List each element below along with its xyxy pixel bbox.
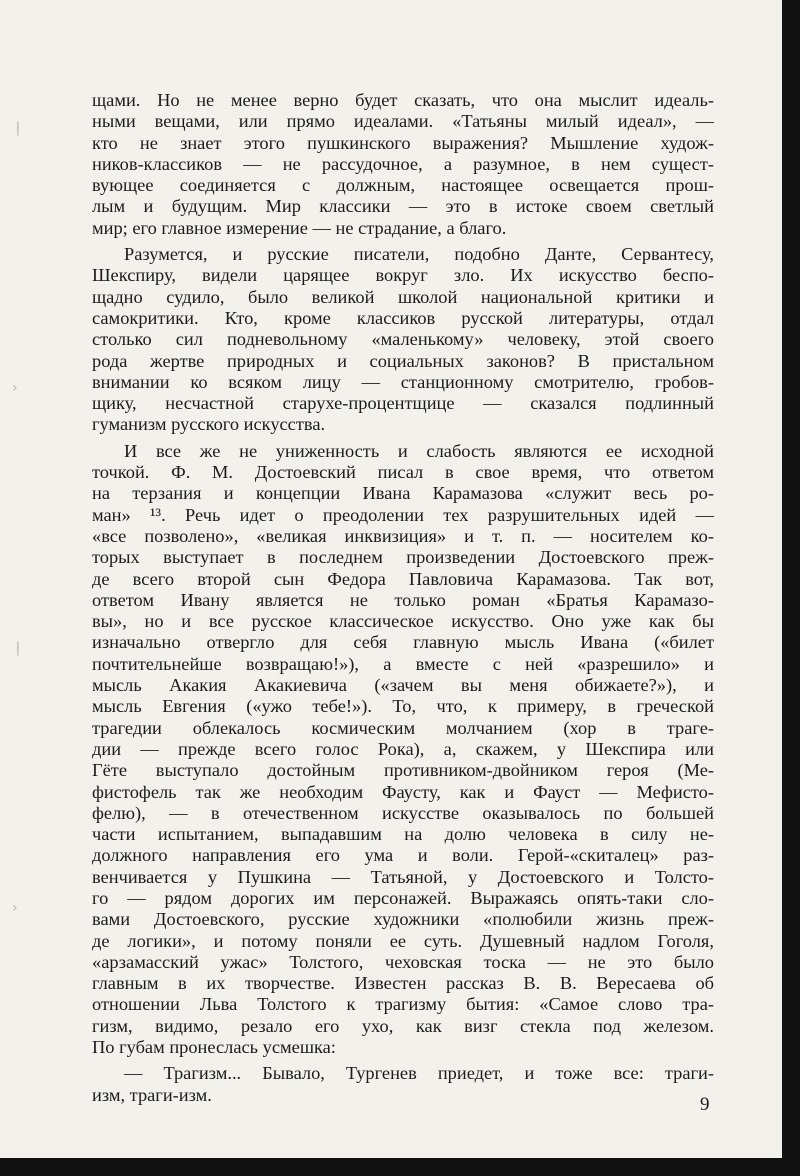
text-line: части испытанием, выпадавшим на долю человека в силу не-	[92, 824, 714, 845]
text-line: мир; его главное измерение — не страдание, а благо.	[92, 217, 507, 238]
text-line: почтительнейше возвращаю!»), а вместе с ней «разрешило» и	[92, 653, 714, 674]
text-line: ответом Ивану является не только роман «Братья Карамазо-	[92, 589, 714, 610]
text-line: Шекспиру, видели царящее вокруг зло. Их искусство беспо-	[92, 265, 714, 286]
text-line: торых выступает в последнем произведении Достоевского преж-	[92, 547, 714, 568]
text-line: го — рядом дорогих им персонажей. Выражаясь опять-таки сло-	[92, 887, 714, 908]
text-line: гуманизм русского искусства.	[92, 414, 326, 435]
text-line: мысль Акакия Акакиевича («зачем вы меня обижаете?»), и	[92, 675, 714, 696]
paragraph	[92, 90, 714, 239]
paragraph	[92, 441, 714, 1059]
body-text	[92, 90, 714, 1111]
text-line: трагедии облекалось космическим молчанием (хор в траге-	[92, 717, 714, 738]
text-line: на терзания и концепции Ивана Карамазова «служит весь ро-	[92, 483, 714, 504]
text-line: фистофель так же необходим Фаусту, как и Фауст — Мефисто-	[92, 781, 714, 802]
text-line: точкой. Ф. М. Достоевский писал в свое время, что ответом	[92, 462, 714, 483]
page-number: 9	[700, 1094, 710, 1115]
text-line: внимании ко всяком лицу — станционному смотрителю, гробов-	[92, 371, 714, 392]
text-line: отношении Льва Толстого к трагизму бытия: «Самое слово тра-	[92, 994, 714, 1015]
paragraph	[92, 244, 714, 436]
text-line: По губам пронеслась усмешка:	[92, 1037, 336, 1058]
text-line: кто не знает этого пушкинского выражения? Мышление худож-	[92, 132, 714, 153]
text-line: де логики», и потому поняли ее суть. Душевный надлом Гоголя,	[92, 930, 714, 951]
text-line: — Трагизм... Бывало, Тургенев приедет, и тоже все: траги-	[124, 1063, 714, 1084]
text-line: изм, траги-изм.	[92, 1084, 212, 1105]
text-line: «арзамасский ужас» Толстого, чеховская тоска — не это было	[92, 951, 714, 972]
text-line: вы», но и все русское классическое искусство. Оно уже как бы	[92, 611, 714, 632]
text-line: Гёте выступало достойным противником-двойником героя (Ме-	[92, 760, 714, 781]
text-line: вами Достоевского, русские художники «полюбили жизнь преж-	[92, 909, 714, 930]
text-line: щадно судило, было великой школой национальной критики и	[92, 286, 714, 307]
text-line: лым и будущим. Мир классики — это в истоке своем светлый	[92, 196, 714, 217]
text-line: дии — прежде всего голос Рока), а, скажем, у Шекспира или	[92, 738, 714, 759]
text-line: щами. Но не менее верно будет сказать, что она мыслит идеаль-	[92, 90, 714, 110]
paragraph	[92, 1063, 714, 1106]
text-line: фелю), — в отечественном искусстве оказывалось по большей	[92, 802, 714, 823]
text-line: «все позволено», «великая инквизиция» и т. п. — носителем ко-	[92, 525, 714, 546]
text-line: главным в их творчестве. Известен рассказ В. В. Вересаева об	[92, 973, 714, 994]
text-line: де всего второй сын Федора Павловича Карамазова. Так вот,	[92, 568, 714, 589]
text-line: венчивается у Пушкина — Татьяной, у Достоевского и Толсто-	[92, 866, 714, 887]
text-line: ников-классиков — не рассудочное, а разумное, в нем сущест-	[92, 153, 714, 174]
text-line: ман» ¹³. Речь идет о преодолении тех разрушительных идей —	[92, 504, 714, 525]
text-line: мысль Евгения («ужо тебе!»). То, что, к примеру, в греческой	[92, 696, 714, 717]
text-line: гизм, видимо, резало его ухо, как визг стекла под железом.	[92, 1015, 714, 1036]
text-line: Разумется, и русские писатели, подобно Данте, Сервантесу,	[124, 244, 714, 265]
binding-edge: ❘ › ❘ ›	[12, 120, 24, 916]
text-line: И все же не униженность и слабость являются ее исходной	[124, 440, 714, 461]
text-line: должного направления его ума и воли. Герой-«скиталец» раз-	[92, 845, 714, 866]
text-line: самокритики. Кто, кроме классиков русской литературы, отдал	[92, 307, 714, 328]
text-line: ными вещами, или прямо идеалами. «Татьяны милый идеал», —	[92, 111, 714, 132]
text-line: столько сил подневольному «маленькому» человеку, этой своего	[92, 329, 714, 350]
text-line: изначально отвергло для себя главную мысль Ивана («билет	[92, 632, 714, 653]
text-line: рода жертве природных и социальных законов? В пристальном	[92, 350, 714, 371]
text-line: вующее соединяется с должным, настоящее освещается прош-	[92, 175, 714, 196]
text-line: щику, несчастной старухе-процентщице — сказался подлинный	[92, 393, 714, 414]
